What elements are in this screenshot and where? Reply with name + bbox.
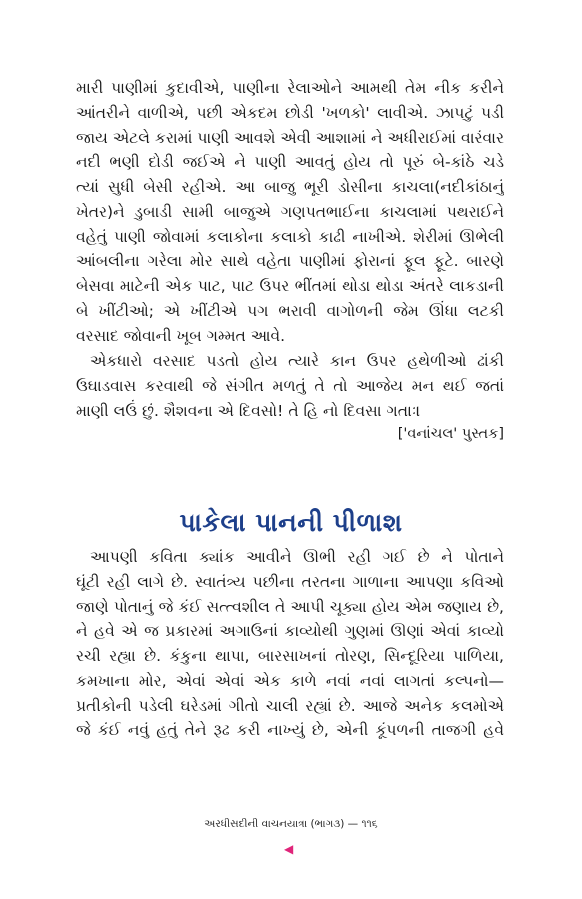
text-line: વરસાદ જોવાની ખૂબ ગમ્મત આવે. <box>76 326 286 345</box>
text-line: જાય એટલે કરામાં પાણી આવશે એવી આશામાં ને અધીરાઈમાં વારંવાર <box>76 128 504 147</box>
text-line: ખેતર)ને ડુબાડી સામી બાજુએ ગણપતભાઈના કાચલામાં પથરાઈને <box>76 202 504 221</box>
text-line: આંતરીને વાળીએ, પછી એકદમ છોડી 'ખળકો' લાવીએ. ઝાપટું પડી <box>76 103 504 122</box>
text-line: જે કંઈ નવું હતું તેને રૂઢ કરી નાખ્યું છે, એની કૂંપળની તાજગી હવે <box>76 721 504 740</box>
text-line: વહેતું પાણી જોવામાં કલાકોના કલાકો કાઢી નાખીએ. શેરીમાં ઊભેલી <box>76 227 504 246</box>
text-line: પ્રતીકોની પડેલી ઘરેડમાં ગીતો ચાલી રહ્યાં છે. આજે અનેક કલમોએ <box>76 696 504 715</box>
text-line: માણી લઉં છું. શૈશવના એ દિવસો! તે હિ નો દિવસા ગતાઃ। <box>76 401 421 420</box>
source-citation: ['વનાંચલ' પુસ્તક] <box>397 426 504 442</box>
text-line: ત્યાં સુધી બેસી રહીએ. આ બાજુ ભૂરી ડોસીના કાચલા(નદીકાંઠાનું <box>76 178 504 196</box>
text-line: જાણે પોતાનું જે કંઈ સત્ત્વશીલ તે આપી ચૂક્યા હોય એમ જણાય છે, <box>76 597 504 616</box>
paragraph-2 <box>76 349 504 423</box>
text-line: આપણી કવિતા ક્યાંક આવીને ઊભી રહી ગઈ છે ને પોતાને <box>90 548 504 566</box>
text-line: બે ખીંટીઓ; એ ખીંટીએ પગ ભરાવી વાગોળની જેમ ઊંધા લટકી <box>76 301 504 320</box>
page-footer: અરધીસદીની વાચનયાત્રા (ભાગ૩) — ૧૧૬ <box>204 818 378 830</box>
text-line: કમખાના મોર, એવાં એવાં એક કાળે નવાં નવાં લાગતાં કલ્પનો— <box>76 671 504 690</box>
paragraph-3 <box>76 545 504 743</box>
text-line: રચી રહ્યા છે. કંકુના થાપા, બારસાખનાં તોરણ, સિન્દૂરિયા પાળિયા, <box>76 647 504 665</box>
text-line: એકધારો વરસાદ પડતો હોય ત્યારે કાન ઉપર હથેળીઓ ઢાંકી <box>90 352 504 370</box>
text-line: ઉઘાડવાસ કરવાથી જે સંગીત મળતું તે તો આજેય મન થઈ જતાં <box>76 376 504 395</box>
text-line: ને હવે એ જ પ્રકારમાં અગાઉનાં કાવ્યોથી ગુણમાં ઊણાં એવાં કાવ્યો <box>76 622 504 641</box>
text-line: મારી પાણીમાં કુદાવીએ, પાણીના રેલાઓને આમથી તેમ નીક કરીને <box>76 79 504 97</box>
text-line: બેસવા માટેની એક પાટ, પાટ ઉપર ભીંતમાં થોડા થોડા અંતરે લાકડાની <box>76 277 504 295</box>
section-heading: પાકેલા પાનની પીળાશ <box>179 508 403 537</box>
previous-page-arrow-icon[interactable]: ◀ <box>284 842 294 856</box>
text-line: નદી ભણી દોડી જઈએ ને પાણી આવતું હોય તો પૂરું બે-કાંઠે ચડે <box>76 153 504 172</box>
text-line: ઘૂંટી રહી લાગે છે. સ્વાતંત્ર્ય પછીના તરતના ગાળાના આપણા કવિઓ <box>76 572 504 591</box>
text-line: આંબલીના ગરેલા મોર સાથે વહેતા પાણીમાં ફોરાનાં ફૂલ ફૂટે. બારણે <box>76 252 504 271</box>
paragraph-1 <box>76 76 504 348</box>
